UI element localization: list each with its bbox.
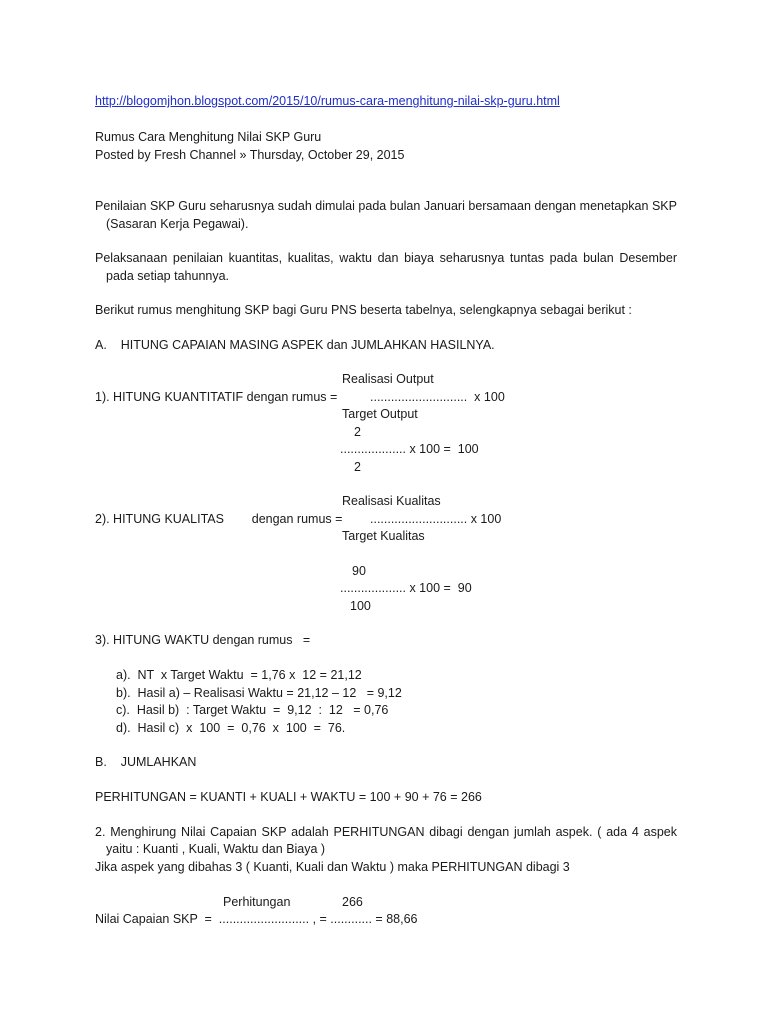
intro-paragraph-2-line-2: pada setiap tahunnya. — [106, 269, 230, 283]
kualitas-example-numerator: 90 — [352, 564, 366, 578]
kuantitatif-label: 1). HITUNG KUANTITATIF dengan rumus = — [95, 390, 338, 404]
perhitungan-formula: PERHITUNGAN = KUANTI + KUALI + WAKTU = 100 + 90 + 76 = 266 — [95, 790, 482, 804]
section-2-line-1: 2. Menghirung Nilai Capaian SKP adalah PERHITUNGAN dibagi dengan jumlah aspek. ( ada 4 aspek — [95, 825, 677, 839]
intro-paragraph-1-line-1: Penilaian SKP Guru seharusnya sudah dimulai pada bulan Januari bersamaan dengan menetapkan SKP — [95, 199, 677, 213]
waktu-step-d: d). Hasil c) x 100 = 0,76 x 100 = 76. — [116, 721, 346, 735]
waktu-step-a: a). NT x Target Waktu = 1,76 x 12 = 21,12 — [116, 668, 362, 682]
intro-paragraph-1-line-2: (Sasaran Kerja Pegawai). — [106, 217, 249, 231]
kualitas-numerator: Realisasi Kualitas — [342, 494, 441, 508]
section-b-heading: B. JUMLAHKAN — [95, 755, 197, 769]
kuantitatif-fraction-line: ............................ x 100 — [370, 390, 505, 404]
source-url-link[interactable]: http://blogomjhon.blogspot.com/2015/10/rumus-cara-menghitung-nilai-skp-guru.html — [95, 94, 560, 108]
kualitas-denominator: Target Kualitas — [342, 529, 425, 543]
article-title: Rumus Cara Menghitung Nilai SKP Guru — [95, 130, 322, 144]
waktu-step-c: c). Hasil b) : Target Waktu = 9,12 : 12 = 0,76 — [116, 703, 389, 717]
section-2-line-3: Jika aspek yang dibahas 3 ( Kuanti, Kuali dan Waktu ) maka PERHITUNGAN dibagi 3 — [95, 860, 570, 874]
waktu-label: 3). HITUNG WAKTU dengan rumus = — [95, 633, 311, 647]
kualitas-fraction-line: ............................ x 100 — [370, 512, 502, 526]
kuantitatif-example-numerator: 2 — [354, 425, 361, 439]
kualitas-label: 2). HITUNG KUALITAS dengan rumus = — [95, 512, 343, 526]
section-a-heading: A. HITUNG CAPAIAN MASING ASPEK dan JUMLAHKAN HASILNYA. — [95, 338, 495, 352]
posted-by-line: Posted by Fresh Channel » Thursday, October 29, 2015 — [95, 148, 405, 162]
section-2-line-2: yaitu : Kuanti , Kuali, Waktu dan Biaya ) — [106, 842, 326, 856]
nilai-numerator-label: Perhitungan — [223, 895, 291, 909]
kuantitatif-example-result: ................... x 100 = 100 — [340, 442, 479, 456]
waktu-step-b: b). Hasil a) – Realisasi Waktu = 21,12 – 12 = 9,12 — [116, 686, 402, 700]
kuantitatif-denominator: Target Output — [342, 407, 418, 421]
kuantitatif-example-denominator: 2 — [354, 460, 361, 474]
intro-paragraph-2-line-1: Pelaksanaan penilaian kuantitas, kualitas, waktu dan biaya seharusnya tuntas pada bulan Desember — [95, 251, 677, 265]
intro-paragraph-3: Berikut rumus menghitung SKP bagi Guru PNS beserta tabelnya, selengkapnya sebagai berikut : — [95, 303, 632, 317]
nilai-capaian-result: Nilai Capaian SKP = .......................... , = ............ = 88,66 — [95, 912, 418, 926]
kuantitatif-numerator: Realisasi Output — [342, 372, 434, 386]
kualitas-example-denominator: 100 — [350, 599, 371, 613]
kualitas-example-result: ................... x 100 = 90 — [340, 581, 472, 595]
nilai-numerator-value: 266 — [342, 895, 363, 909]
